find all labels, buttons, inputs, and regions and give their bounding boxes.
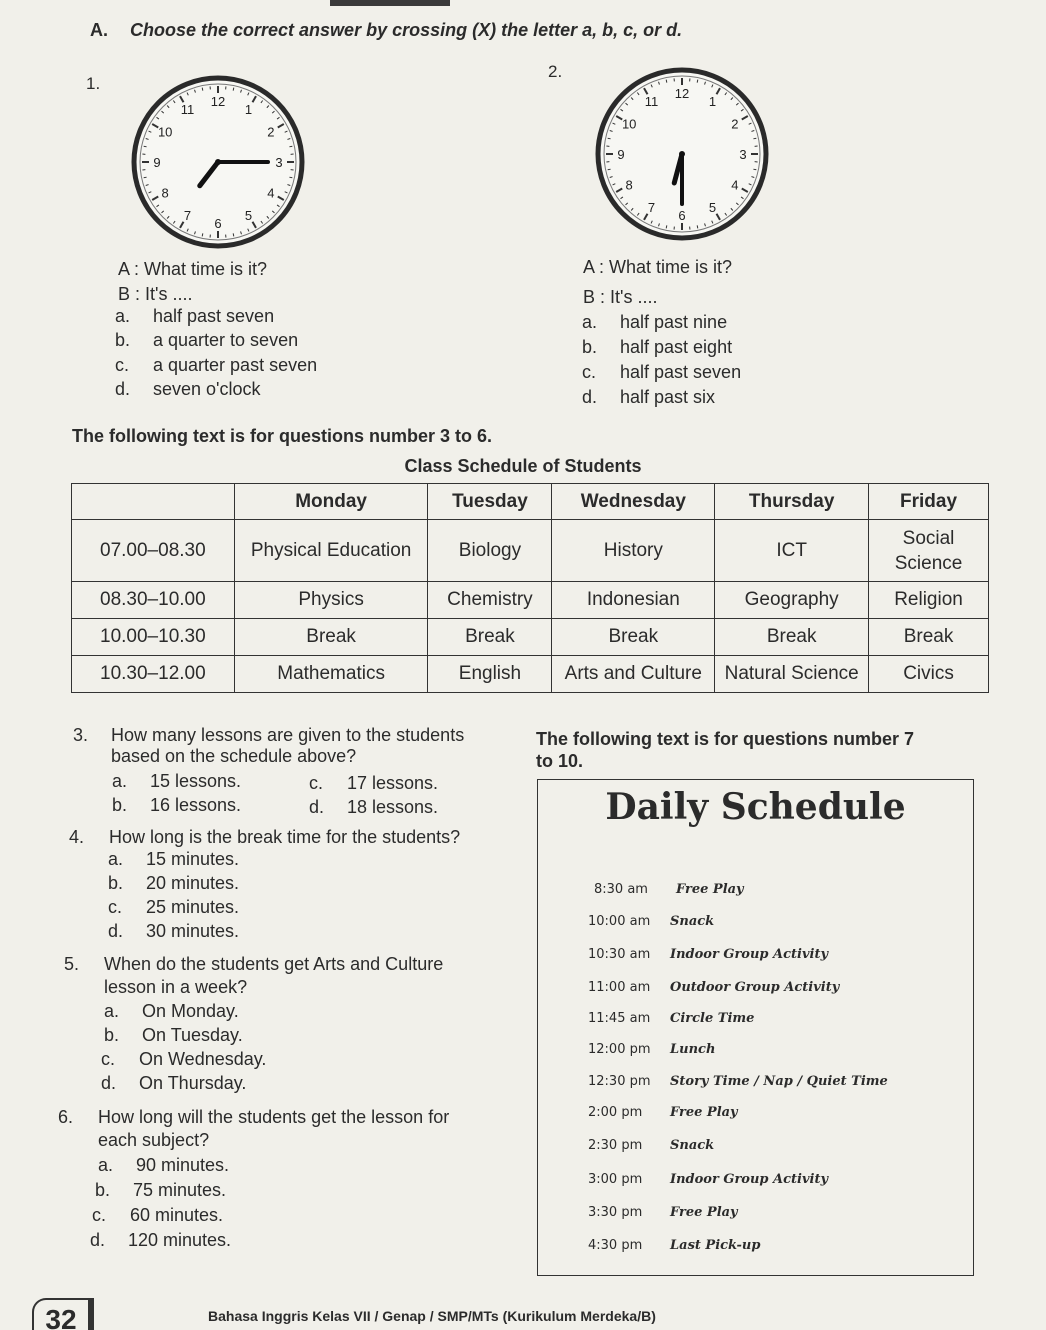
table-row — [72, 582, 989, 619]
question-2-option-c[interactable]: c. half past seven — [582, 362, 742, 382]
table-cell: Arts and Culture — [552, 656, 715, 693]
svg-text:3: 3 — [739, 147, 747, 162]
daily-schedule-title: Daily Schedule — [605, 786, 906, 828]
table-header-row — [72, 484, 989, 520]
question-2-dialog-b: B : It's .... — [583, 287, 658, 307]
question-2-option-a[interactable]: a. half past nine — [582, 312, 728, 332]
question-1-number: 1. — [86, 74, 101, 93]
question-1-option-c[interactable]: c. a quarter past seven — [115, 355, 318, 375]
table-cell: Social Science — [869, 520, 989, 582]
text-intro-questions-3-6: The following text is for questions number 3 to 6. — [72, 426, 493, 446]
svg-text:8: 8 — [161, 185, 169, 201]
question-3-line-2: based on the schedule above? — [111, 746, 357, 766]
question-2-dialog-a: A : What time is it? — [583, 257, 733, 277]
question-5-line-2: lesson in a week? — [104, 977, 248, 997]
question-4-option-c[interactable]: c. 25 minutes. — [108, 897, 240, 917]
question-4-number: 4. — [69, 827, 85, 847]
question-2-number: 2. — [548, 62, 563, 81]
top-banner — [330, 0, 450, 6]
svg-text:4: 4 — [731, 177, 739, 193]
question-3-option-c[interactable]: c. 17 lessons. — [309, 773, 439, 793]
table-cell: Break — [715, 619, 869, 656]
svg-text:8: 8 — [625, 177, 633, 193]
question-5-option-c[interactable]: c. On Wednesday. — [101, 1049, 267, 1069]
question-4-line-1: How long is the break time for the students? — [109, 827, 461, 847]
daily-schedule-item: 3:00 pm Indoor Group Activity — [588, 1172, 829, 1187]
table-time-cell: 10.00–10.30 — [72, 619, 235, 656]
table-row — [72, 520, 989, 582]
footer-text: Bahasa Inggris Kelas VII / Genap / SMP/MTs (Kurikulum Merdeka/B) — [208, 1308, 656, 1324]
question-3-option-a[interactable]: a. 15 lessons. — [112, 771, 242, 791]
table-row — [72, 619, 989, 656]
section-instruction: Choose the correct answer by crossing (X) the letter a, b, c, or d. — [130, 20, 683, 40]
class-schedule-title: Class Schedule of Students — [404, 456, 642, 476]
question-2-option-b[interactable]: b. half past eight — [582, 337, 733, 357]
table-header-cell: Friday — [869, 484, 989, 520]
question-4-option-d[interactable]: d. 30 minutes. — [108, 921, 240, 941]
question-3-option-b[interactable]: b. 16 lessons. — [112, 795, 242, 815]
clock-icon-question-2 — [592, 64, 772, 244]
svg-text:9: 9 — [153, 155, 161, 170]
question-6-option-a[interactable]: a. 90 minutes. — [98, 1155, 230, 1175]
daily-schedule-box — [537, 779, 974, 1276]
daily-schedule-item: 11:00 am Outdoor Group Activity — [588, 980, 840, 995]
page-number: 32 — [32, 1298, 94, 1330]
question-5-option-d[interactable]: d. On Thursday. — [101, 1073, 247, 1093]
question-6-number: 6. — [58, 1107, 74, 1127]
table-cell: Geography — [715, 582, 869, 619]
question-6-line-2: each subject? — [98, 1130, 210, 1150]
svg-text:6: 6 — [678, 208, 686, 223]
question-5-number: 5. — [64, 954, 80, 974]
svg-text:7: 7 — [647, 199, 656, 215]
svg-text:7: 7 — [183, 207, 192, 223]
svg-text:12: 12 — [674, 86, 690, 101]
table-cell: Mathematics — [234, 656, 428, 693]
question-6-option-c[interactable]: c. 60 minutes. — [92, 1205, 224, 1225]
daily-schedule-item: 3:30 pm Free Play — [588, 1205, 738, 1220]
question-2-option-d[interactable]: d. half past six — [582, 387, 716, 407]
text-intro-questions-7-10-line-2: to 10. — [536, 751, 584, 771]
table-cell: Break — [428, 619, 552, 656]
svg-text:6: 6 — [214, 216, 222, 231]
table-cell: Break — [552, 619, 715, 656]
question-6-line-1: How long will the students get the lesson for — [98, 1107, 450, 1127]
daily-schedule-item: 12:00 pm Lunch — [588, 1042, 716, 1057]
svg-text:1: 1 — [244, 102, 253, 118]
daily-schedule-item: 2:00 pm Free Play — [588, 1105, 738, 1120]
question-4-option-a[interactable]: a. 15 minutes. — [108, 849, 240, 869]
question-1-option-d[interactable]: d. seven o'clock — [115, 379, 261, 399]
table-cell: Physics — [234, 582, 428, 619]
table-cell: Natural Science — [715, 656, 869, 693]
svg-text:2: 2 — [267, 124, 275, 140]
table-cell: Break — [869, 619, 989, 656]
question-3-number: 3. — [73, 725, 89, 745]
question-6-option-d[interactable]: d. 120 minutes. — [90, 1230, 232, 1250]
table-cell: Physical Education — [234, 520, 428, 582]
table-cell: History — [552, 520, 715, 582]
class-schedule-table — [71, 483, 989, 693]
table-cell: ICT — [715, 520, 869, 582]
table-header-cell: Monday — [234, 484, 428, 520]
svg-text:11: 11 — [180, 102, 195, 118]
svg-text:5: 5 — [708, 199, 717, 215]
question-3-option-d[interactable]: d. 18 lessons. — [309, 797, 439, 817]
daily-schedule-item: 10:30 am Indoor Group Activity — [588, 947, 829, 962]
table-cell: Civics — [869, 656, 989, 693]
table-row — [72, 656, 989, 693]
clock-icon-question-1 — [128, 72, 308, 252]
table-time-cell: 10.30–12.00 — [72, 656, 235, 693]
question-1-dialog-b: B : It's .... — [118, 284, 193, 304]
svg-text:2: 2 — [731, 116, 739, 132]
question-3-line-1: How many lessons are given to the students — [111, 725, 465, 745]
daily-schedule-item: 10:00 am Snack — [588, 914, 715, 929]
table-time-cell: 07.00–08.30 — [72, 520, 235, 582]
table-cell: Religion — [869, 582, 989, 619]
question-5-option-a[interactable]: a. On Monday. — [104, 1001, 239, 1021]
question-1-option-a[interactable]: a. half past seven — [115, 306, 275, 326]
table-cell: English — [428, 656, 552, 693]
svg-text:10: 10 — [621, 116, 637, 132]
text-intro-questions-7-10-line-1: The following text is for questions number 7 — [536, 729, 915, 749]
svg-text:12: 12 — [210, 94, 226, 109]
question-6-option-b[interactable]: b. 75 minutes. — [95, 1180, 227, 1200]
table-header-cell-empty — [72, 484, 235, 520]
table-cell: Chemistry — [428, 582, 552, 619]
section-letter: A. — [90, 20, 108, 40]
svg-text:3: 3 — [275, 155, 283, 170]
table-time-cell: 08.30–10.00 — [72, 582, 235, 619]
table-cell: Indonesian — [552, 582, 715, 619]
question-4-option-b[interactable]: b. 20 minutes. — [108, 873, 240, 893]
svg-text:11: 11 — [644, 94, 659, 110]
svg-text:5: 5 — [244, 207, 253, 223]
table-header-cell: Tuesday — [428, 484, 552, 520]
section-heading — [90, 20, 682, 41]
daily-schedule-item: 4:30 pm Last Pick-up — [588, 1238, 761, 1253]
table-cell: Break — [234, 619, 428, 656]
svg-text:9: 9 — [617, 147, 625, 162]
svg-text:1: 1 — [708, 94, 717, 110]
svg-text:4: 4 — [267, 185, 275, 201]
daily-schedule-item: 2:30 pm Snack — [588, 1138, 715, 1153]
daily-schedule-item: 12:30 pm Story Time / Nap / Quiet Time — [588, 1074, 888, 1089]
table-cell: Biology — [428, 520, 552, 582]
question-5-line-1: When do the students get Arts and Culture — [104, 954, 444, 974]
question-1-dialog-a: A : What time is it? — [118, 259, 268, 279]
daily-schedule-item: 11:45 am Circle Time — [588, 1011, 755, 1026]
question-5-option-b[interactable]: b. On Tuesday. — [104, 1025, 243, 1045]
table-header-cell: Thursday — [715, 484, 869, 520]
daily-schedule-item: 8:30 am Free Play — [594, 882, 744, 897]
svg-text:10: 10 — [157, 124, 173, 140]
question-1-option-b[interactable]: b. a quarter to seven — [115, 330, 299, 350]
table-header-cell: Wednesday — [552, 484, 715, 520]
